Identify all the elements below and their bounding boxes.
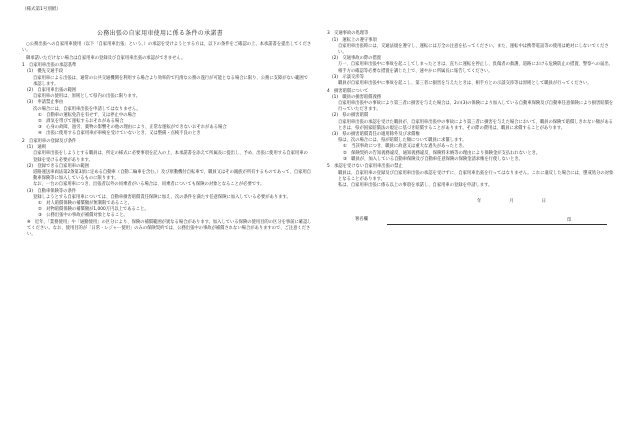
note: ※ 近年、「業務使用」や「通勤使用」の区分により、保険の補償範囲が異なる場合があります。加入している保険の使用目的の区分を事前に確認してください。なお、使用目的が「日常・レジャー使用」のみの保険契約では、公務出張中の事故が補償されない場合がありますので、ご注意ください。 xyxy=(27,219,312,238)
text-4-1: 自家用車出張中の事故により第三者に損害を与えた場合は、2の(3)の保険により加入している自動車保険及び自動車任意保険により損害賠償を行っていただきます。 xyxy=(338,101,614,113)
section-heading-1: 1 自家用車出張の承認基準 xyxy=(22,63,77,69)
text-2-2: 道路運送車両法第2条第3項に定める自動車（自動二輪車を含む。）及び原動機付自転車で、職員又はその親族が所有するものであって、自家用自動車保険等に加入しているものに限ります。 xyxy=(33,170,312,182)
subsection-4-1: (1) 職員の損害賠償義務 xyxy=(332,94,382,100)
form-number: （様式第1号別紙） xyxy=(22,7,61,12)
intro-paragraph: ○公務出張への自家用車使用（以下「自家用車出張」という。）の承認を受けようとする方は、以下の条件をご確認の上、本承諾書を提出してください。 xyxy=(22,42,312,54)
section-heading-4: 4 損害賠償について xyxy=(327,88,369,94)
signer-label: 署名欄 xyxy=(355,217,368,223)
item-4-3-3: ③ 職員が、加入している自動車保険及び自動車任意保険の保険金請求権を行使しないとき。 xyxy=(343,156,523,162)
item-1-3-2: ② 酒気を帯びて運転するおそれがある場合 xyxy=(38,119,124,125)
text-2-2b: なお、一台の自家用車につき、出張者以外の同乗者がいる場合は、同乗者についても保険の対象となることが必要です。 xyxy=(33,182,265,188)
item-1-3-1: ① 自動車の運転免許を有せず、又は停止中の場合 xyxy=(38,112,137,118)
text-4-3: 県は、次の場合には、県が賠償した額について職員に求償します。 xyxy=(338,138,467,144)
section-heading-2: 2 自家用車の登録及び条件 xyxy=(22,139,77,145)
intro-paragraph-2: 御承諾いただけない場合は自家用車の登録及び自家用車出張の承認ができません。 xyxy=(26,55,186,61)
text-1-1: 自家用車による出張は、通常の公共交通機関を利用する場合より効率的で円滑な公務の遂行が可能となる場合に限り、公務に支障がない範囲で承認します。 xyxy=(33,75,308,87)
subsection-4-3: (3) 県の損害賠償責任の適用除外及び求償権 xyxy=(332,132,420,138)
subsection-1-1: (1) 優先交通手段 xyxy=(27,69,64,75)
subsection-2-2: (2) 登録できる自家用車の範囲 xyxy=(27,163,89,169)
item-1-3-3: ③ 心身の故障、過労、薬物の影響その他の理由により、正常な運転ができないおそれがある場合 xyxy=(38,125,227,131)
subsection-3-2: (2) 交通事故の際の措置 xyxy=(332,56,382,62)
seal-mark: 印 xyxy=(567,218,572,224)
subsection-2-1: (1) 通則 xyxy=(27,145,46,151)
text-2-3: 登録しようとする自家用車については、自動車損害賠償責任保険に加え、次の条件を満たす任意保険に加入している必要があります。 xyxy=(33,194,291,200)
item-4-3-2: ② 保険契約の告知義務違反、通知義務違反、保険料未納等の理由により保険金が支払われないとき。 xyxy=(343,150,541,156)
item-2-3-2: ② 対物賠償保険の補償額が1,000万円以上であること。 xyxy=(38,207,149,213)
closing: 私は、自家用車出張に係る以上の事項を承諾し、自家用車の登録を申請します。 xyxy=(338,183,493,189)
text-3-1: 自家用車出張時には、交通法規を遵守し、運転には万全の注意を払ってください。また、運転中は携帯電話等の使用は絶対にしないでください。 xyxy=(338,43,609,55)
subsection-3-3: (3) 示談交渉等 xyxy=(332,74,364,80)
item-2-3-1: ① 対人賠償保険の補償額が無制限であること。 xyxy=(38,201,133,207)
signature-rule xyxy=(387,224,607,225)
text-1-2: 自家用車の使用は、原則として県内の出張に限ります。 xyxy=(33,94,141,100)
item-2-3-3: ③ 公務出張中の事故が補償対象となること。 xyxy=(38,213,128,219)
signature-line xyxy=(327,217,614,229)
document-title: 公務出張の自家用車使用に係る条件の承諾書 xyxy=(96,30,223,37)
section-heading-3: 3 交通事故の処理等 xyxy=(327,31,369,37)
text-3-2: 万一、自家用車出張中に事故を起こしてしまったときは、直ちに運転を停止し、負傷者の救護、道路における危険防止の措置、警察への届出、相手方の確認等必要な措置を講じた上で、速やかに所属長に報告してください。 xyxy=(338,62,613,74)
item-4-3-1: ① 当該事故につき、職員に故意又は重大な過失があったとき。 xyxy=(343,144,467,150)
text-3-3: 職員が自家用車出張中に事故を起こし、第三者に損害を与えたときは、相手方との示談交渉等は原則として職員が行ってください。 xyxy=(338,81,592,87)
text-4-2: 自家用車出張の承認を受けた職員が、自家用車出張中の事故により第三者に損害を与えた場合において、職員の保険で賠償しきれない額があるときは、県が国家賠償法の規定に基づき賠償することがあります。その際の費用は、職員に求償することがあります。 xyxy=(338,119,613,131)
text-5: 職員は、自家用車の登録及び自家用車出張の承認を受けずに、自家用車出張を行ってはなりません。これに違反した場合には、懲戒処分の対象となることがあります。 xyxy=(338,170,614,182)
subsection-1-2: (2) 自家用車出張の範囲 xyxy=(27,88,77,93)
right-column xyxy=(327,30,614,229)
text-2-1: 自家用車出張をしようとする職員は、所定の様式に必要事項を記入の上、本承諾書を添えて所属長に提出し、予め、出張に使用する自家用車の登録を受ける必要があります。 xyxy=(33,151,308,163)
item-1-3-4: ④ 出張に使用する自家用車が車検を受けていないとき、又は整備・点検不良のとき xyxy=(38,131,201,137)
left-column xyxy=(22,42,312,238)
date-line: 年月日 xyxy=(477,199,574,205)
subsection-4-2: (2) 県の損害賠償 xyxy=(332,113,369,119)
section-heading-5: 5 承認を受けない自家用車出張の禁止 xyxy=(327,164,403,170)
subsection-3-1: (1) 運転上の遵守事項 xyxy=(332,37,377,43)
subsection-1-3: (3) 申請禁止事由 xyxy=(27,100,64,106)
text-1-3: 次の場合には、自家用車出張を申請してはなりません。 xyxy=(33,106,141,112)
subsection-2-3: (3) 自動車保険等の条件 xyxy=(27,188,77,194)
